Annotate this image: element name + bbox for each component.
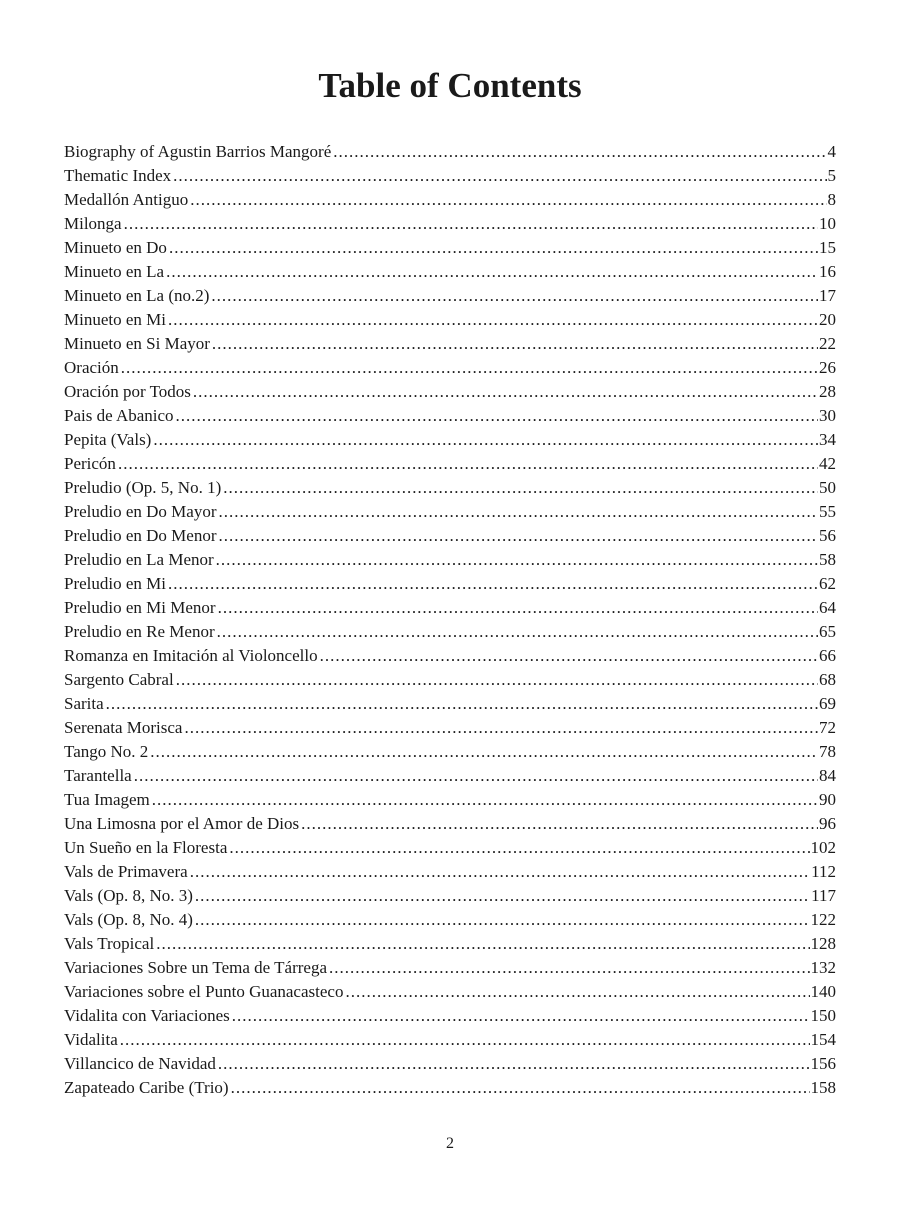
toc-entry-title: Minueto en Mi [64,310,166,329]
dot-leader [195,908,810,932]
dot-leader [121,356,818,380]
dot-leader [211,284,818,308]
dot-leader [329,956,810,980]
toc-entry-title: Zapateado Caribe (Trio) [64,1078,229,1097]
toc-entry-title: Minueto en La (no.2) [64,286,210,305]
toc-entry-title: Vidalita [64,1030,118,1049]
toc-entry-page: 66 [819,646,836,665]
toc-entry-page: 10 [819,214,836,233]
toc-entry-page: 15 [819,238,836,257]
toc-entry-title: Vals (Op. 8, No. 3) [64,886,193,905]
toc-entry-page: 34 [819,430,836,449]
toc-entry [64,380,836,404]
dot-leader [168,572,818,596]
toc-entry-page: 30 [819,406,836,425]
toc-entry [64,740,836,764]
dot-leader [166,260,818,284]
page-number: 2 [446,1135,454,1152]
toc-entry-title: Pericón [64,454,116,473]
toc-entry-page: 90 [819,790,836,809]
toc-entry-title: Vidalita con Variaciones [64,1006,230,1025]
toc-entry-page: 84 [819,766,836,785]
toc-entry-title: Romanza en Imitación al Violoncello [64,646,318,665]
dot-leader [124,212,818,236]
dot-leader [173,164,826,188]
toc-entry-title: Pepita (Vals) [64,430,152,449]
dot-leader [219,524,818,548]
toc-entry [64,716,836,740]
dot-leader [193,380,818,404]
toc-entry-title: Serenata Morisca [64,718,183,737]
toc-entry [64,260,836,284]
toc-entry [64,308,836,332]
toc-entry-title: Preludio en Mi [64,574,166,593]
dot-leader [345,980,809,1004]
toc-entry [64,692,836,716]
toc-entry [64,572,836,596]
toc-entry-title: Preludio en Mi Menor [64,598,216,617]
dot-leader [212,332,818,356]
toc-entry-title: Oración [64,358,119,377]
toc-entry-page: 58 [819,550,836,569]
toc-entry [64,548,836,572]
toc-entry [64,212,836,236]
dot-leader [176,404,818,428]
toc-entry [64,956,836,980]
toc-entry-title: Milonga [64,214,122,233]
toc-entry [64,644,836,668]
toc-entry-page: 42 [819,454,836,473]
toc-entry-title: Villancico de Navidad [64,1054,216,1073]
toc-entry [64,188,836,212]
toc-entry-title: Vals (Op. 8, No. 4) [64,910,193,929]
toc-entry-title: Minueto en La [64,262,165,281]
toc-entry-title: Una Limosna por el Amor de Dios [64,814,300,833]
toc-entry [64,356,836,380]
toc-entry-page: 5 [827,166,836,185]
toc-entry-title: Preludio en La Menor [64,550,214,569]
toc-entry-title: Minueto en Do [64,238,167,257]
toc-entry [64,932,836,956]
dot-leader [106,692,818,716]
toc-entry-page: 128 [810,934,836,953]
toc-entry-page: 22 [819,334,836,353]
dot-leader [320,644,818,668]
toc-entry [64,1004,836,1028]
toc-entry [64,236,836,260]
dot-leader [150,740,818,764]
toc-entry-title: Tango No. 2 [64,742,149,761]
dot-leader [223,476,818,500]
toc-entry-page: 78 [819,742,836,761]
toc-entry-page: 69 [819,694,836,713]
toc-entry-title: Pais de Abanico [64,406,174,425]
toc-entry [64,668,836,692]
toc-entry [64,836,836,860]
page-title: Table of Contents [318,66,582,105]
toc-entry-page: 132 [810,958,836,977]
dot-leader [232,1004,810,1028]
toc-entry [64,140,836,164]
dot-leader [217,620,818,644]
toc-entry-title: Preludio en Re Menor [64,622,215,641]
dot-leader [229,836,809,860]
toc-entry-page: 156 [810,1054,836,1073]
dot-leader [190,188,826,212]
toc-entry-page: 72 [819,718,836,737]
toc-entry [64,884,836,908]
dot-leader [218,596,818,620]
toc-entry-page: 55 [819,502,836,521]
toc-entry-title: Un Sueño en la Floresta [64,838,228,857]
dot-leader [333,140,826,164]
toc-entry-title: Tua Imagem [64,790,150,809]
toc-entry-title: Preludio (Op. 5, No. 1) [64,478,222,497]
toc-entry [64,908,836,932]
toc-entry-title: Sargento Cabral [64,670,174,689]
toc-entry [64,764,836,788]
toc-list [64,140,836,1100]
toc-entry-page: 8 [827,190,836,209]
dot-leader [301,812,818,836]
toc-entry-page: 16 [819,262,836,281]
toc-entry [64,428,836,452]
dot-leader [190,860,810,884]
toc-entry-title: Minueto en Si Mayor [64,334,210,353]
toc-entry-title: Tarantella [64,766,132,785]
dot-leader [195,884,810,908]
toc-entry-title: Variaciones Sobre un Tema de Tárrega [64,958,327,977]
toc-entry-page: 17 [819,286,836,305]
toc-entry [64,980,836,1004]
toc-entry [64,788,836,812]
toc-entry [64,860,836,884]
toc-entry-page: 62 [819,574,836,593]
dot-leader [156,932,809,956]
dot-leader [184,716,818,740]
toc-entry-title: Biography of Agustin Barrios Mangoré [64,142,332,161]
toc-entry [64,524,836,548]
dot-leader [120,1028,810,1052]
toc-entry [64,476,836,500]
toc-entry [64,404,836,428]
toc-entry-title: Vals de Primavera [64,862,188,881]
toc-entry-title: Preludio en Do Mayor [64,502,217,521]
dot-leader [176,668,818,692]
toc-entry-page: 112 [811,862,836,881]
toc-entry-page: 4 [827,142,836,161]
toc-entry-page: 140 [810,982,836,1001]
toc-entry [64,1076,836,1100]
toc-entry [64,1028,836,1052]
toc-entry-page: 26 [819,358,836,377]
toc-entry-page: 154 [810,1030,836,1049]
toc-entry-page: 28 [819,382,836,401]
toc-entry-page: 102 [810,838,836,857]
toc-entry [64,164,836,188]
toc-entry-page: 96 [819,814,836,833]
toc-entry [64,812,836,836]
toc-entry-page: 117 [811,886,836,905]
toc-entry-page: 65 [819,622,836,641]
toc-entry-page: 64 [819,598,836,617]
toc-entry [64,620,836,644]
dot-leader [118,452,818,476]
toc-entry [64,1052,836,1076]
toc-entry-page: 122 [810,910,836,929]
dot-leader [216,548,818,572]
toc-entry [64,284,836,308]
toc-entry-page: 56 [819,526,836,545]
dot-leader [219,500,818,524]
dot-leader [152,788,818,812]
dot-leader [134,764,818,788]
toc-entry [64,500,836,524]
dot-leader [153,428,818,452]
toc-entry-title: Sarita [64,694,104,713]
toc-entry-page: 20 [819,310,836,329]
toc-entry-page: 158 [810,1078,836,1097]
toc-entry [64,596,836,620]
toc-entry-title: Medallón Antiguo [64,190,189,209]
toc-entry-page: 150 [810,1006,836,1025]
toc-entry-title: Vals Tropical [64,934,155,953]
toc-entry-title: Thematic Index [64,166,172,185]
dot-leader [168,308,818,332]
toc-entry-page: 68 [819,670,836,689]
dot-leader [231,1076,810,1100]
dot-leader [218,1052,810,1076]
dot-leader [169,236,818,260]
toc-entry-title: Variaciones sobre el Punto Guanacasteco [64,982,344,1001]
toc-entry-page: 50 [819,478,836,497]
toc-entry [64,452,836,476]
toc-entry [64,332,836,356]
toc-entry-title: Oración por Todos [64,382,191,401]
toc-entry-title: Preludio en Do Menor [64,526,217,545]
